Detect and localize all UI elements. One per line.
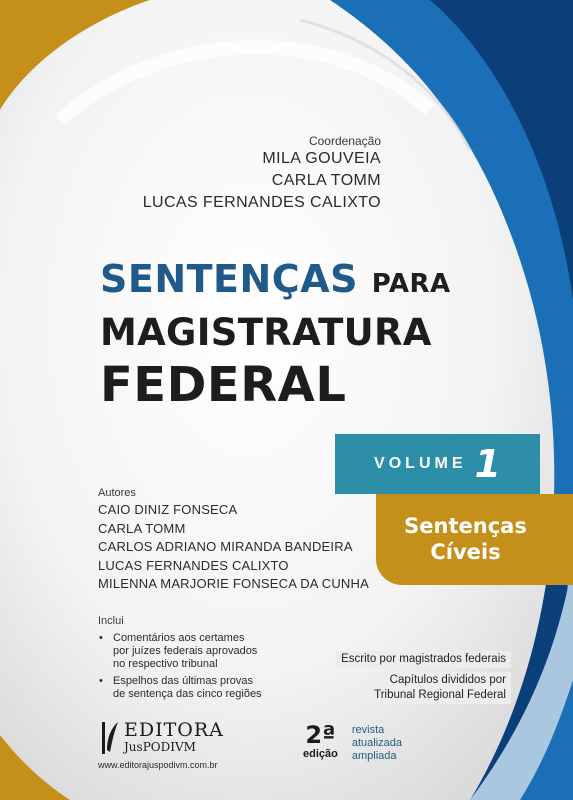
includes-item-line: no respectivo tribunal <box>113 658 218 670</box>
authors-label: Autores <box>98 487 136 499</box>
publisher-url: www.editorajuspodivm.com.br <box>98 760 218 770</box>
title-small-word: PARA <box>371 269 451 299</box>
includes-label: Inclui <box>98 615 124 627</box>
includes-item <box>98 632 298 671</box>
includes-item <box>98 675 298 701</box>
coordination-label: Coordenação <box>308 134 381 148</box>
quill-icon <box>98 720 120 756</box>
author-name: CARLA TOMM <box>98 520 186 536</box>
edition-desc-line: ampliada <box>351 750 397 762</box>
notes-block <box>336 649 511 704</box>
author-name: CARLOS ADRIANO MIRANDA BANDEIRA <box>98 539 353 555</box>
publisher-name: EDITORA <box>124 719 224 741</box>
title-line-3: FEDERAL <box>100 357 347 413</box>
book-title <box>100 253 451 414</box>
volume-banner <box>335 434 540 494</box>
title-main-word: SENTENÇAS <box>100 257 358 301</box>
edition-label: edição <box>303 748 338 760</box>
note-box: Escrito por magistrados federais <box>336 651 511 668</box>
subtitle-banner <box>376 494 573 585</box>
title-line-2: MAGISTRATURA <box>100 311 432 354</box>
volume-number: 1 <box>474 442 501 486</box>
includes-item-line: por juízes federais aprovados <box>113 645 258 657</box>
note-line: Capítulos divididos por <box>389 674 506 686</box>
includes-item-line: de sentença das cinco regiões <box>113 688 262 700</box>
edition-desc-line: atualizada <box>351 737 403 749</box>
author-name: LUCAS FERNANDES CALIXTO <box>98 557 289 573</box>
edition-desc-line: revista <box>351 724 385 736</box>
coordinator-name: CARLA TOMM <box>271 172 381 189</box>
title-line-1 <box>100 253 451 310</box>
authors-block <box>98 486 369 594</box>
edition-description <box>352 722 402 763</box>
author-name: CAIO DINIZ FONSECA <box>98 502 238 517</box>
edition-number: 2ª <box>305 721 336 749</box>
author-name: MILENNA MARJORIE FONSECA DA CUNHA <box>98 576 369 592</box>
bullet-icon: • <box>99 675 103 687</box>
coordinator-name: MILA GOUVEIA <box>262 150 381 167</box>
edition-block <box>303 722 402 763</box>
volume-label: VOLUME <box>374 455 467 472</box>
note-line: Tribunal Regional Federal <box>374 689 506 701</box>
publisher-logo <box>98 720 224 756</box>
note-box <box>369 672 511 704</box>
subtitle-line-1: Sentenças <box>404 514 527 538</box>
includes-item-line: Espelhos das últimas provas <box>113 675 254 687</box>
publisher-imprint: JusPODIVM <box>124 740 196 754</box>
bullet-icon: • <box>99 632 103 644</box>
includes-block <box>98 614 298 701</box>
coordination-block <box>143 134 381 214</box>
publisher-block <box>98 720 224 770</box>
subtitle-line-2: Cíveis <box>430 540 501 564</box>
includes-item-line: Comentários aos certames <box>113 632 245 644</box>
coordinator-name: LUCAS FERNANDES CALIXTO <box>142 194 381 211</box>
